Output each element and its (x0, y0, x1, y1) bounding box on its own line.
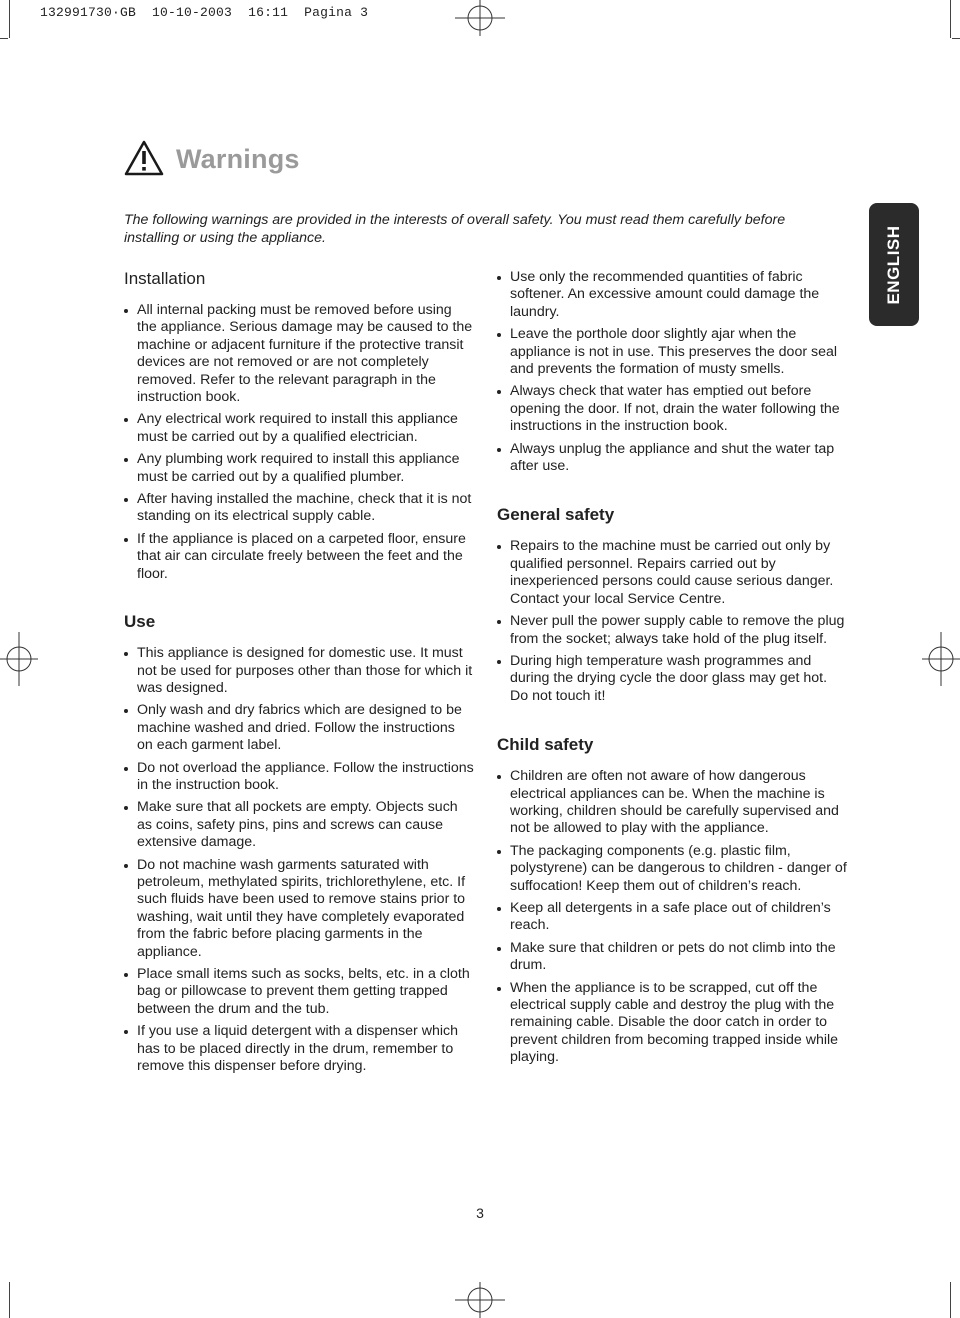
section-installation (124, 269, 474, 583)
crop-mark-bottom-right (950, 1282, 951, 1318)
registration-mark-right (922, 632, 960, 686)
section-use (124, 612, 474, 1075)
list-item: Make sure that children or pets do not climb into the drum. (497, 940, 847, 975)
registration-mark-top (455, 0, 505, 36)
list-item: During high temperature wash programmes and during the drying cycle the door glass may get hot. Do not touch it! (497, 653, 847, 705)
list-item: Do not machine wash garments saturated with petroleum, methylated spirits, trichlorethylene, etc. If such fluids have been used to remove stains prior to washing, wait until they have completely evaporated from the fabric before placing garments in the appliance. (124, 857, 474, 961)
crop-mark-bottom-left (9, 1282, 10, 1318)
list-item: Only wash and dry fabrics which are designed to be machine washed and dried. Follow the instructions on each garment label. (124, 702, 474, 754)
crop-mark-top-right-h (952, 38, 960, 39)
list-item: Children are often not aware of how dangerous electrical appliances can be. When the machine is working, children should be carefully supervised and not be allowed to play with the appliance. (497, 768, 847, 838)
list-item: Always check that water has emptied out before opening the door. If not, drain the water following the instructions in the instruction book. (497, 383, 847, 435)
list-item: This appliance is designed for domestic use. It must not be used for purposes other than those for which it was designed. (124, 645, 474, 697)
list-item: Place small items such as socks, belts, etc. in a cloth bag or pillowcase to prevent them getting trapped between the drum and the tub. (124, 966, 474, 1018)
list-item: The packaging components (e.g. plastic film, polystyrene) can be dangerous to children - danger of suffocation! Keep them out of children’s reach. (497, 843, 847, 895)
print-time: 16:11 (248, 5, 289, 20)
list-item: Any electrical work required to install this appliance must be carried out by a qualified electrician. (124, 411, 474, 446)
list-item: Make sure that all pockets are empty. Objects such as coins, safety pins, pins and screws can cause extensive damage. (124, 799, 474, 851)
use-continued-list (497, 269, 847, 475)
page-title: Warnings (176, 144, 300, 174)
intro-paragraph: The following warnings are provided in the interests of overall safety. You must read them carefully before installing or using the appliance. (124, 212, 786, 246)
list-item: Never pull the power supply cable to remove the plug from the socket; always take hold of the plug itself. (497, 613, 847, 648)
list-item: Repairs to the machine must be carried out only by qualified personnel. Repairs carried out by inexperienced persons could cause serious danger. Contact your local Service Centre. (497, 538, 847, 608)
list-item: Keep all detergents in a safe place out of children’s reach. (497, 900, 847, 935)
use-list (124, 645, 474, 1075)
child-safety-list (497, 768, 847, 1067)
list-item: All internal packing must be removed before using the appliance. Serious damage may be caused to the machine or adjacent furniture if the protective transit devices are not removed or are not completely removed. Refer to the relevant paragraph in the instruction book. (124, 302, 474, 406)
print-job-id: 132991730·GB (40, 5, 137, 20)
installation-heading: Installation (124, 269, 206, 288)
list-item: If you use a liquid detergent with a dispenser which has to be placed directly in the drum, remember to remove this dispenser before drying. (124, 1023, 474, 1075)
crop-mark-top-right (950, 0, 951, 38)
list-item: Use only the recommended quantities of fabric softener. An excessive amount could damage the laundry. (497, 269, 847, 321)
registration-mark-left (0, 632, 38, 686)
section-child-safety (497, 735, 847, 1067)
installation-list (124, 302, 474, 583)
general-safety-list (497, 538, 847, 705)
page-number: 3 (476, 1205, 484, 1221)
list-item: After having installed the machine, check that it is not standing on its electrical supply cable. (124, 491, 474, 526)
list-item: If the appliance is placed on a carpeted floor, ensure that air can circulate freely between the feet and the floor. (124, 531, 474, 583)
use-heading: Use (124, 612, 156, 632)
print-job-header (40, 5, 368, 20)
list-item: Do not overload the appliance. Follow the instructions in the instruction book. (124, 760, 474, 795)
print-date: 10-10-2003 (152, 5, 233, 20)
general-safety-heading: General safety (497, 505, 615, 525)
list-item: When the appliance is to be scrapped, cut off the electrical supply cable and destroy the plug with the remaining cable. Disable the door catch in order to prevent children from becoming trapped inside while playing. (497, 980, 847, 1067)
warning-triangle-icon (124, 140, 164, 176)
crop-mark-top-left-h (0, 38, 8, 39)
list-item: Any plumbing work required to install this appliance must be carried out by a qualified plumber. (124, 451, 474, 486)
list-item: Leave the porthole door slightly ajar when the appliance is not in use. This preserves the door seal and prevents the formation of musty smells. (497, 326, 847, 378)
registration-mark-bottom (455, 1282, 505, 1318)
child-safety-heading: Child safety (497, 735, 594, 755)
print-page-label: Pagina 3 (304, 5, 369, 20)
section-general-safety (497, 505, 847, 705)
crop-mark-top-left (9, 0, 10, 38)
list-item: Always unplug the appliance and shut the water tap after use. (497, 441, 847, 476)
language-tab-label: ENGLISH (884, 224, 903, 305)
left-column (124, 269, 474, 1080)
section-use-continued (497, 269, 847, 475)
language-tab (869, 203, 919, 326)
right-column (497, 269, 847, 1072)
